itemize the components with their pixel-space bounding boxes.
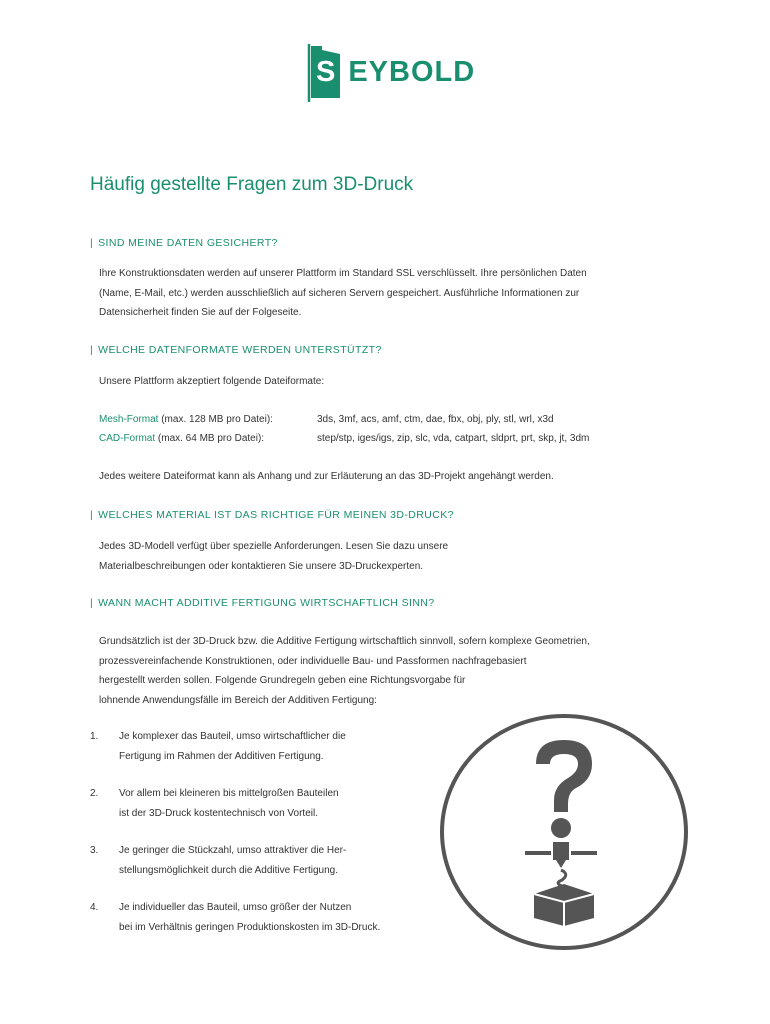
economics-paragraph: [99, 632, 659, 710]
rule-number: 1.: [90, 731, 99, 742]
format-limit: (max. 64 MB pro Datei):: [155, 433, 265, 444]
format-values: step/stp, iges/igs, zip, slc, vda, catpart, sldprt, prt, skp, jt, 3dm: [317, 433, 590, 444]
rule-line: stellungsmöglichkeit durch die Additive Fertigung.: [119, 864, 339, 876]
paragraph-line: Materialbeschreibungen oder kontaktieren Sie unsere 3D-Druckexperten.: [99, 560, 424, 572]
security-paragraph: [99, 264, 659, 323]
rule-number: 3.: [90, 845, 99, 856]
rule-text: [119, 727, 419, 766]
paragraph-line: Ihre Konstruktionsdaten werden auf unserer Plattform im Standard SSL verschlüsselt. Ihre persönlichen Daten: [99, 268, 587, 279]
rule-line: Je individueller das Bauteil, umso größer der Nutzen: [119, 902, 352, 913]
heading-text: WELCHES MATERIAL IST DAS RICHTIGE FÜR MEINEN 3D-DRUCK?: [98, 509, 454, 521]
formats-intro: Unsere Plattform akzeptiert folgende Dateiformate:: [99, 376, 325, 387]
rule-line: Vor allem bei kleineren bis mittelgroßen Bauteilen: [119, 788, 339, 799]
page-title: Häufig gestellte Fragen zum 3D-Druck: [90, 174, 414, 195]
rule-line: Fertigung im Rahmen der Additiven Fertigung.: [119, 750, 324, 762]
paragraph-line: hergestellt werden sollen. Folgende Grundregeln geben eine Richtungsvorgabe für: [99, 675, 466, 686]
question-3d-printer-icon: [438, 712, 690, 952]
brand-name: S EYBOLD: [316, 56, 476, 88]
format-row-mesh: [99, 414, 554, 425]
rule-number: 2.: [90, 788, 99, 799]
rule-number: 4.: [90, 902, 99, 913]
rule-text: [119, 841, 419, 880]
paragraph-line: (Name, E-Mail, etc.) werden ausschließlich auf sicheren Servern gespeichert. Ausführliche Informationen zur: [99, 287, 580, 299]
paragraph-line: Grundsätzlich ist der 3D-Druck bzw. die Additive Fertigung wirtschaftlich sinnvoll, sofern komplexe Geometrien,: [99, 636, 590, 647]
section-heading-economics: | WANN MACHT ADDITIVE FERTIGUNG WIRTSCHAFTLICH SINN?: [90, 597, 435, 609]
format-limit: (max. 128 MB pro Datei):: [158, 414, 273, 425]
rule-line: Je geringer die Stückzahl, umso attraktiver die Her-: [119, 845, 347, 856]
format-label: CAD-Format: [99, 433, 156, 444]
heading-text: WELCHE DATENFORMATE WERDEN UNTERSTÜTZT?: [98, 344, 382, 356]
rule-text: [119, 784, 419, 823]
material-paragraph: [99, 537, 659, 576]
section-heading-material: | WELCHES MATERIAL IST DAS RICHTIGE FÜR MEINEN 3D-DRUCK?: [90, 509, 454, 521]
heading-text: SIND MEINE DATEN GESICHERT?: [98, 237, 278, 249]
section-heading-data-security: | SIND MEINE DATEN GESICHERT?: [90, 237, 278, 249]
rule-text: [119, 898, 419, 937]
rule-line: ist der 3D-Druck kostentechnisch von Vorteil.: [119, 807, 318, 819]
paragraph-line: prozessvereinfachende Konstruktionen, oder individuelle Bau- und Passformen nachfragebasiert: [99, 655, 527, 667]
format-label: Mesh-Format: [99, 414, 159, 425]
paragraph-line: Datensicherheit finden Sie auf der Folgeseite.: [99, 307, 302, 318]
heading-text: WANN MACHT ADDITIVE FERTIGUNG WIRTSCHAFTLICH SINN?: [98, 597, 435, 609]
brand-rest: EYBOLD: [348, 56, 476, 88]
rule-line: bei im Verhältnis geringen Produktionskosten im 3D-Druck.: [119, 921, 381, 933]
section-heading-formats: | WELCHE DATENFORMATE WERDEN UNTERSTÜTZT?: [90, 344, 382, 356]
rule-line: Je komplexer das Bauteil, umso wirtschaftlicher die: [119, 731, 346, 742]
format-row-cad: [99, 433, 590, 444]
paragraph-line: lohnende Anwendungsfälle im Bereich der Additiven Fertigung:: [99, 694, 377, 706]
formats-note: Jedes weitere Dateiformat kann als Anhang und zur Erläuterung an das 3D-Projekt angehängt werden.: [99, 471, 554, 482]
format-values: 3ds, 3mf, acs, amf, ctm, dae, fbx, obj, ply, stl, wrl, x3d: [317, 414, 554, 425]
paragraph-line: Jedes 3D-Modell verfügt über spezielle Anforderungen. Lesen Sie dazu unsere: [99, 541, 449, 552]
